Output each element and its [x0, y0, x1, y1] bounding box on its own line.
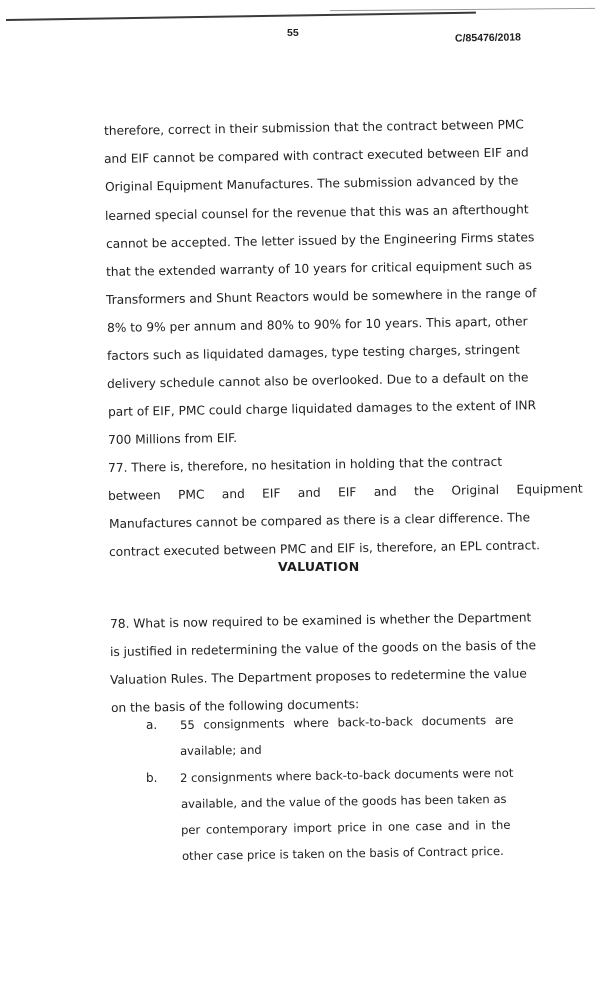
case-number: C/85476/2018 [454, 31, 522, 45]
list-marker: a. [146, 718, 158, 732]
text-line: 55 consignments where back-to-back documents are [179, 712, 514, 732]
text-line: is justified in redetermining the value of the goods on the basis of the [109, 638, 537, 659]
page-number: 55 [287, 27, 299, 39]
text-line: Original Equipment Manufactures. The submission advanced by the [104, 173, 519, 194]
list-marker: b. [146, 771, 158, 785]
text-line: that the extended warranty of 10 years for critical equipment such as [105, 258, 532, 279]
text-line: 2 consignments where back-to-back documents were not [179, 765, 514, 785]
text-line: and EIF cannot be compared with contract executed between EIF and [103, 145, 529, 166]
text-line: contract executed between PMC and EIF is, therefore, an EPL contract. [108, 538, 541, 559]
text-line: available, and the value of the goods has been taken as [180, 791, 507, 811]
section-heading-valuation: VALUATION [278, 559, 360, 574]
text-line: part of EIF, PMC could charge liquidated damages to the extent of INR [107, 398, 537, 419]
text-line: 78. What is now required to be examined is whether the Department [109, 610, 532, 631]
scan-artifact-line [330, 8, 595, 11]
text-line: therefore, correct in their submission that the contract between PMC [103, 117, 524, 138]
text-line: 77. There is, therefore, no hesitation in holding that the contract [107, 454, 503, 475]
text-line: factors such as liquidated damages, type testing charges, stringent [106, 342, 520, 363]
text-line: 700 Millions from EIF. [107, 430, 238, 447]
text-line: per contemporary import price in one case and in the [180, 817, 511, 837]
text-line: other case price is taken on the basis of Contract price. [181, 843, 504, 863]
text-line: 8% to 9% per annum and 80% to 90% for 10 years. This apart, other [106, 314, 528, 335]
text-line: learned special counsel for the revenue that this was an afterthought [104, 202, 529, 223]
text-line: on the basis of the following documents: [110, 697, 360, 715]
scan-artifact-line [6, 12, 476, 21]
text-line: available; and [179, 742, 262, 758]
text-line: cannot be accepted. The letter issued by the Engineering Firms states [105, 230, 535, 251]
text-line: between PMC and EIF and EIF and the Original Equipment [107, 481, 583, 503]
text-line: Valuation Rules. The Department proposes to redetermine the value [109, 666, 527, 687]
text-line: Transformers and Shunt Reactors would be somewhere in the range of [105, 286, 537, 307]
text-line: delivery schedule cannot also be overlooked. Due to a default on the [106, 370, 529, 391]
text-line: Manufactures cannot be compared as there is a clear difference. The [108, 510, 531, 531]
